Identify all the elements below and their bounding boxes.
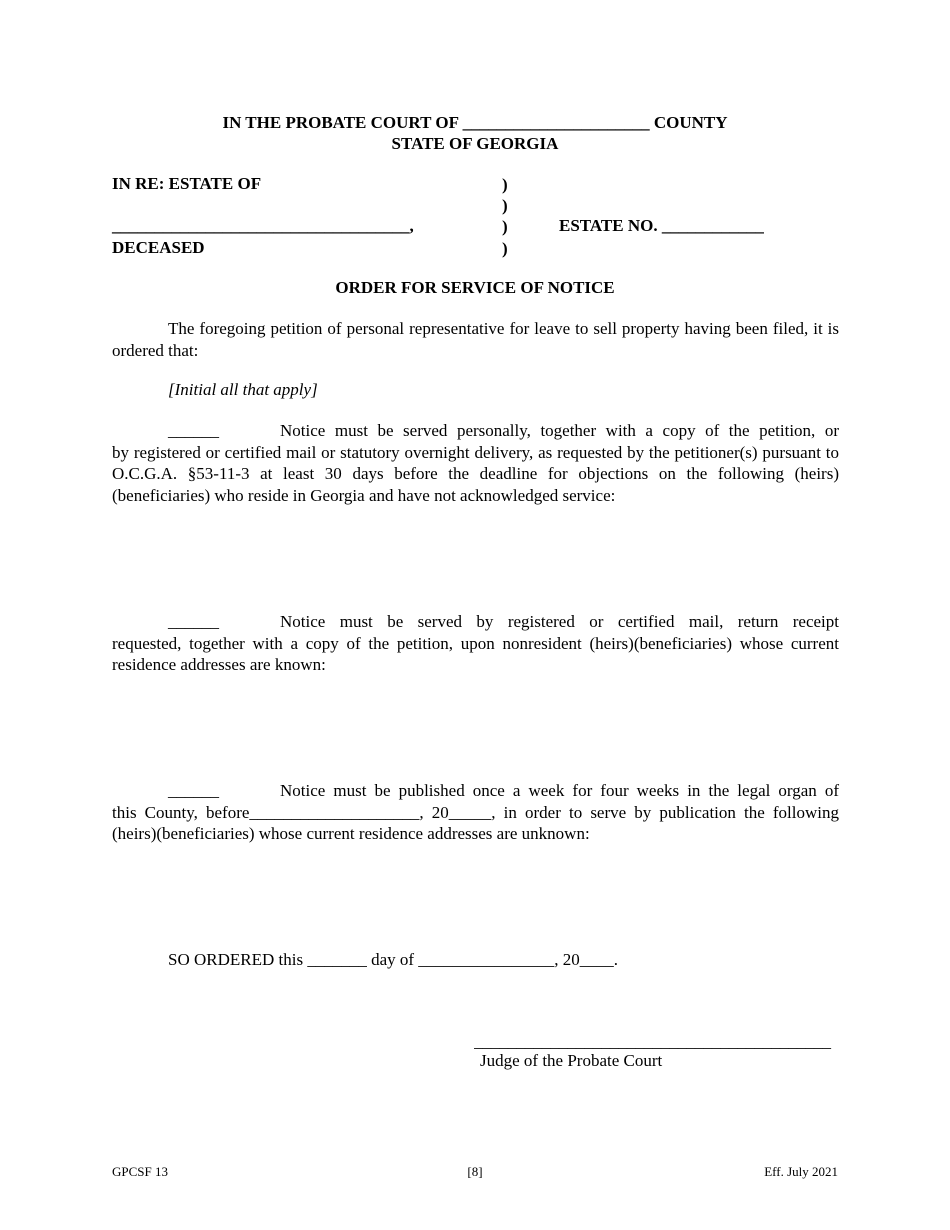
estate-number (559, 216, 764, 236)
so-ordered-line (168, 950, 618, 970)
state-line: STATE OF GEORGIA (391, 134, 559, 153)
intro-paragraph: The foregoing petition of personal representative for leave to sell property having been filed, it is ordered that: (112, 319, 839, 360)
option-body: requested, together with a copy of the petition, upon nonresident (heirs)(beneficiaries) whose current residence addresses are known: (112, 633, 839, 674)
court-line-prefix: IN THE PROBATE COURT OF (222, 113, 459, 132)
publication-year-blank[interactable]: _____ (448, 802, 492, 822)
deceased-label: DECEASED (112, 238, 205, 257)
effective-date: Eff. July 2021 (764, 1164, 838, 1179)
notice-option-personal (112, 420, 839, 506)
order-title: ORDER FOR SERVICE OF NOTICE (335, 278, 615, 297)
decedent-name-blank[interactable]: ___________________________________, (112, 216, 414, 235)
so-ordered-prefix: SO ORDERED this (168, 950, 304, 969)
day-blank[interactable]: _______ (307, 950, 367, 969)
initial-instruction: [Initial all that apply] (168, 380, 318, 399)
option-first-line: Notice must be published once a week for four weeks in the legal organ of (280, 781, 839, 800)
day-of-label: day of (371, 950, 415, 969)
initial-blank[interactable]: ______ (168, 421, 219, 440)
month-blank[interactable]: ________________ (418, 950, 555, 969)
period: . (613, 950, 619, 969)
county-blank[interactable]: ______________________ (462, 113, 650, 132)
option-first-line: Notice must be served personally, together with a copy of the petition, or (280, 421, 839, 440)
option-body (112, 802, 839, 845)
notice-option-publication (112, 780, 839, 845)
option-body-pre: this County, before (112, 802, 250, 822)
form-id: GPCSF 13 (112, 1164, 168, 1179)
estate-no-label: ESTATE NO. (559, 216, 658, 235)
in-re-label: IN RE: ESTATE OF (112, 174, 262, 193)
signature-line[interactable]: __________________________________________ (474, 1032, 831, 1051)
caption-paren: ) (502, 175, 508, 194)
year-prefix: , 20 (554, 950, 580, 969)
option-first-line: Notice must be served by registered or certified mail, return receipt (280, 612, 839, 631)
initial-blank[interactable]: ______ (168, 612, 219, 631)
option-body: by registered or certified mail or statutory overnight delivery, as requested by the petitioner(s) pursuant to O.C.G.A. §53-11-3 at least 30 days before the deadline for objections on the following (heirs)(beneficiaries) who reside in Georgia and have not acknowledged service: (112, 442, 839, 505)
option-body-post: , in order to serve by publication the following (heirs)(beneficiaries) whose current residence addresses are unknown: (112, 802, 840, 843)
notice-option-mail (112, 611, 839, 676)
page-number: [8] (467, 1164, 483, 1179)
publication-date-blank[interactable]: ____________________ (249, 802, 420, 822)
initial-blank[interactable]: ______ (168, 781, 219, 800)
court-heading (0, 113, 950, 133)
year-blank[interactable]: ____ (579, 950, 614, 969)
caption-paren: ) (502, 217, 508, 236)
caption-paren: ) (502, 239, 508, 258)
judge-label: Judge of the Probate Court (480, 1051, 663, 1070)
court-line-suffix: COUNTY (653, 113, 728, 132)
caption-paren: ) (502, 196, 508, 215)
estate-no-blank[interactable]: ____________ (661, 216, 764, 235)
year-prefix: , 20 (419, 802, 449, 822)
